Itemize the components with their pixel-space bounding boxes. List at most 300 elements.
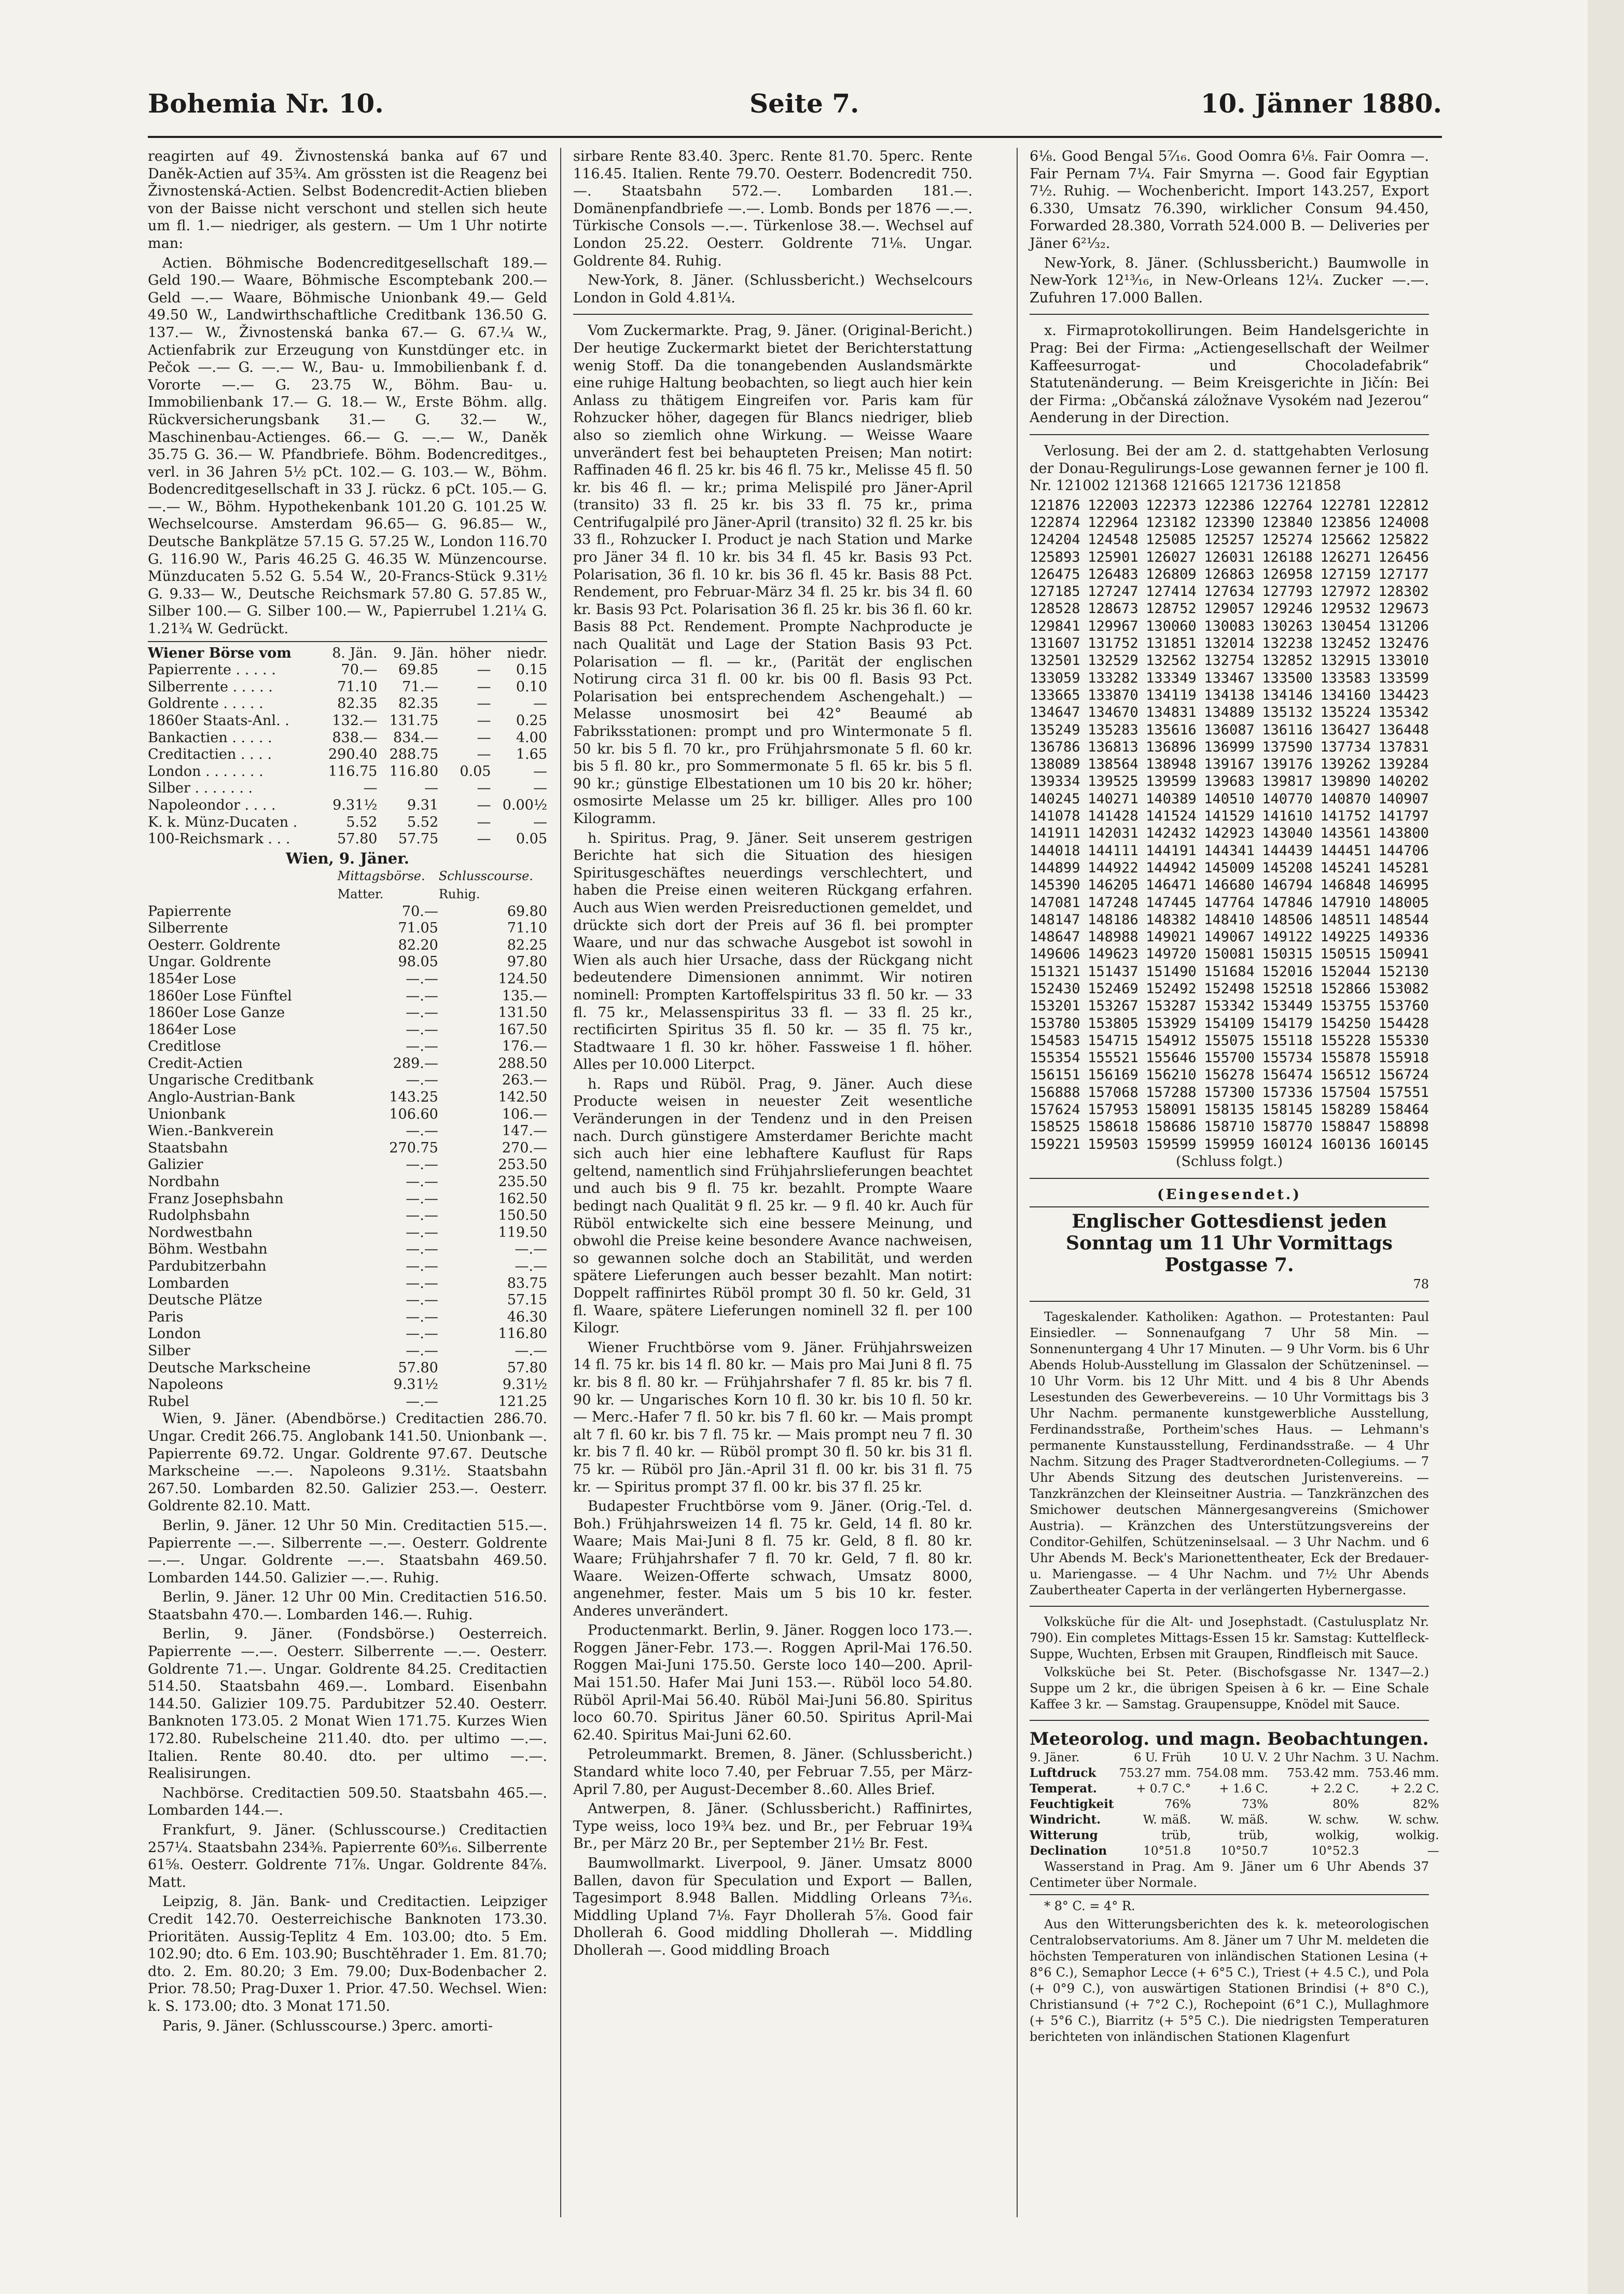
lottery-number: 146848 bbox=[1320, 877, 1371, 894]
lottery-number: 155700 bbox=[1204, 1050, 1255, 1066]
lottery-number: 126027 bbox=[1146, 549, 1197, 565]
text-block: Paris, 9. Jäner. (Schlusscourse.) 3perc. amorti- bbox=[162, 2018, 493, 2034]
lottery-number: 125893 bbox=[1030, 549, 1080, 565]
lottery-number: 146680 bbox=[1204, 877, 1255, 894]
column-header: Mittagsbörse. bbox=[337, 869, 425, 884]
column-header: Matter. bbox=[337, 886, 384, 901]
lottery-number: 155878 bbox=[1320, 1050, 1371, 1066]
lottery-number: 156474 bbox=[1262, 1067, 1313, 1083]
table-cell: 82.25 bbox=[507, 937, 547, 953]
table-cell: 1864er Lose bbox=[148, 1021, 237, 1038]
text-block: Berlin, 9. Jäner. 12 Uhr 50 Min. Creditactien 515.—. Papierrente —.—. Silberrente —.—. Oesterr. Goldrente —.—. Ungar. Goldrente —.—. Staatsbahn 469.50. Lombarden 144.50. Galizier —.—. Ruhig. bbox=[148, 1517, 547, 1586]
lottery-number: 141529 bbox=[1204, 808, 1255, 825]
text-block: Wien, 9. Jäner. (Abendbörse.) Creditactien 286.70. Ungar. Credit 266.75. Anglobank 141.50. Unionbank —. Papierrente 69.72. Ungar. Goldrente 97.67. Deutsche Markscheine —.—. Napoleons 9.31½. Staatsbahn 267.50. Lombarden 82.50. Galizier 253.—. Oesterr. Goldrente 82.10. Matt. bbox=[148, 1411, 547, 1514]
table-cell: 0.05 bbox=[460, 763, 491, 780]
lottery-number: 156888 bbox=[1030, 1084, 1080, 1101]
lottery-number: 122812 bbox=[1378, 497, 1429, 513]
table-cell: 46.30 bbox=[507, 1309, 547, 1325]
lottery-number: 132238 bbox=[1262, 635, 1313, 652]
table-cell: 0.10 bbox=[516, 678, 547, 695]
lottery-number: 149336 bbox=[1378, 929, 1429, 946]
text-block: Berlin, 9. Jäner. 12 Uhr 00 Min. Creditactien 516.50. Staatsbahn 470.—. Lombarden 146.—. Ruhig. bbox=[148, 1589, 547, 1623]
lottery-number: 126188 bbox=[1262, 549, 1313, 565]
lottery-row bbox=[1030, 497, 1429, 514]
lottery-number: 157504 bbox=[1320, 1084, 1371, 1101]
lottery-row bbox=[1030, 997, 1429, 1014]
lottery-number: 125662 bbox=[1320, 532, 1371, 548]
lottery-number: 142432 bbox=[1146, 825, 1197, 842]
table-row bbox=[148, 920, 547, 937]
lottery-number: 135132 bbox=[1262, 704, 1313, 721]
lottery-number: 127177 bbox=[1378, 566, 1429, 582]
lottery-number: 144111 bbox=[1088, 842, 1139, 859]
lottery-number: 146794 bbox=[1262, 877, 1313, 894]
lottery-number: 148382 bbox=[1146, 911, 1197, 928]
table-cell: 116.80 bbox=[389, 763, 439, 780]
table-cell: 290.40 bbox=[328, 746, 378, 763]
lottery-number: 151490 bbox=[1146, 963, 1197, 980]
lottery-number: 144899 bbox=[1030, 859, 1080, 876]
lottery-row bbox=[1030, 911, 1429, 928]
table-cell: 1860er Lose Ganze bbox=[148, 1005, 285, 1021]
text-block: sirbare Rente 83.40. 3perc. Rente 81.70. 5perc. Rente 116.45. Italien. Rente 79.70. Oesterr. Bodencredit 750.—. Staatsbahn 572.—. Lombarden 181.—. Domänenpfandbriefe —.—. Lomb. Bonds per 1876 —.—. Türkische Consols —.—. Türkenlose 38.—. Wechsel auf London 25.22. Oesterr. Goldrente 71⅛. Ungar. Goldrente 84. Ruhig. bbox=[573, 148, 973, 269]
lottery-number: 141524 bbox=[1146, 808, 1197, 825]
table-cell: 753.46 mm. bbox=[1367, 1766, 1439, 1780]
table-cell: 135.— bbox=[502, 988, 547, 1004]
lottery-number: 144191 bbox=[1146, 842, 1197, 859]
lottery-number: 131851 bbox=[1146, 635, 1197, 652]
lottery-number: 156169 bbox=[1088, 1067, 1139, 1083]
lottery-number: 147764 bbox=[1204, 894, 1255, 911]
divider bbox=[1030, 1606, 1429, 1607]
table-cell: — bbox=[477, 729, 491, 746]
lottery-number: 139262 bbox=[1320, 756, 1371, 773]
table-cell: 71.— bbox=[402, 678, 439, 695]
table-cell: Oesterr. Goldrente bbox=[148, 937, 281, 953]
lottery-number: 134423 bbox=[1378, 687, 1429, 703]
table-cell: 131.75 bbox=[389, 713, 439, 729]
table-cell: 70.— bbox=[401, 903, 438, 920]
lottery-number: 157288 bbox=[1146, 1084, 1197, 1101]
table-cell: 176.— bbox=[502, 1038, 547, 1055]
table-cell: Silber bbox=[148, 1342, 190, 1359]
lottery-number: 153267 bbox=[1088, 998, 1139, 1014]
lottery-row bbox=[1030, 790, 1429, 808]
table-cell: 9.31½ bbox=[502, 1377, 547, 1393]
table-cell: 167.50 bbox=[498, 1021, 547, 1038]
lottery-number: 123856 bbox=[1320, 514, 1371, 531]
divider bbox=[1030, 314, 1429, 315]
lottery-number: 145390 bbox=[1030, 877, 1080, 894]
lottery-number: 135224 bbox=[1320, 704, 1371, 721]
lottery-number: 147445 bbox=[1146, 894, 1197, 911]
divider bbox=[1030, 434, 1429, 435]
table-row bbox=[148, 730, 547, 747]
table-cell: —.— bbox=[406, 970, 438, 987]
lottery-row bbox=[1030, 859, 1429, 877]
lottery-number: 134647 bbox=[1030, 704, 1080, 721]
lottery-number: 154250 bbox=[1320, 1015, 1371, 1032]
lottery-number: 152016 bbox=[1262, 963, 1313, 980]
lottery-number: 140389 bbox=[1146, 790, 1197, 807]
lottery-row bbox=[1030, 773, 1429, 790]
column-1 bbox=[148, 148, 547, 2222]
lottery-number: 123182 bbox=[1146, 514, 1197, 531]
table-cell: Rubel bbox=[148, 1393, 189, 1410]
lottery-number: 147081 bbox=[1030, 894, 1080, 911]
table-row bbox=[148, 1275, 547, 1292]
lottery-number: 125822 bbox=[1378, 532, 1429, 548]
lottery-number: 128302 bbox=[1378, 583, 1429, 600]
table-row bbox=[1030, 1812, 1439, 1828]
page-header bbox=[148, 83, 1442, 130]
table-row bbox=[148, 1309, 547, 1326]
text-block: Wasserstand in Prag. Am 9. Jäner um 6 Uhr Abends 37 Centimeter über Normale. bbox=[1030, 1859, 1429, 1890]
table-header bbox=[1030, 1750, 1439, 1765]
column-header: Schlusscourse. bbox=[438, 869, 533, 884]
lottery-number: 143800 bbox=[1378, 825, 1429, 842]
table-cell: 121.25 bbox=[498, 1393, 547, 1410]
table-cell: — bbox=[477, 696, 491, 712]
lottery-number: 158686 bbox=[1146, 1119, 1197, 1135]
lottery-number: 136786 bbox=[1030, 739, 1080, 755]
table-cell: 263.— bbox=[502, 1072, 547, 1089]
table-cell: —.— bbox=[406, 1241, 438, 1258]
lottery-number: 140271 bbox=[1088, 790, 1139, 807]
table-row bbox=[148, 1157, 547, 1174]
table-cell: —.— bbox=[406, 1292, 438, 1309]
table-row bbox=[148, 1174, 547, 1191]
lottery-row bbox=[1030, 877, 1429, 894]
column-header: 6 U. Früh bbox=[1133, 1750, 1191, 1764]
lottery-number: 137590 bbox=[1262, 739, 1313, 755]
lottery-row bbox=[1030, 980, 1429, 997]
table-cell: —.— bbox=[406, 1005, 438, 1021]
lottery-number: 134119 bbox=[1146, 687, 1197, 703]
table-cell: London . . . . . . . bbox=[148, 763, 263, 780]
text-block: Tageskalender. Katholiken: Agathon. — Protestanten: Paul Einsiedler. — Sonnenaufgang 7 Uhr 58 Min. — Sonnenuntergang 4 Uhr 17 Minuten. — 9 Uhr Vorm. bis 6 Uhr Abends Holub-Ausstellung im Glassalon der Schützeninsel. — 10 Uhr Vorm. bis 12 Uhr Mitt. und 4 bis 8 Uhr Abends Lesestunden des Gewerbevereins. — 10 Uhr Vormittags bis 3 Uhr Nachm. permanente kunstgewerbliche Ausstellung, Ferdinandsstraße, Portheim'sches Haus. — Lehmann's permanente Kunstausstellung, Ferdinandsstraße. — 4 Uhr Nachm. Sitzung des Prager Stadtverordneten-Collegiums. — 7 Uhr Abends Sitzung des deutschen Juristenvereins. — Tanzkränzchen der Kleinseitner Austria. — Tanzkränzchen des Smichower deutschen Männergesangvereins (Smichower Austria). — Kränzchen des Unterstützungsvereins der Conditor-Gehilfen, Schützeninselsaal. — 3 Uhr Nachm. und 6 Uhr Abends M. Beck's Marionettentheater, Eck der Bredauer- u. Mariengasse. — 4 Uhr Nachm. und 7½ Uhr Abends Zaubertheater Caperta in der verlängerten Hybernergasse. bbox=[1030, 1309, 1429, 1597]
lottery-number: 156210 bbox=[1146, 1067, 1197, 1083]
lottery-number: 123390 bbox=[1204, 514, 1255, 531]
table-row bbox=[148, 937, 547, 954]
table-row bbox=[148, 1089, 547, 1106]
table-cell: — bbox=[477, 814, 491, 830]
table-cell: Goldrente . . . . . bbox=[148, 696, 263, 712]
table-cell: Galizier bbox=[148, 1157, 203, 1173]
table-cell: 57.80 bbox=[398, 1359, 438, 1376]
text-block: Wiener Fruchtbörse vom 9. Jäner. Frühjahrsweizen 14 fl. 75 kr. bis 14 fl. 80 kr. — Mais pro Mai Juni 8 fl. 75 kr. bis 8 fl. 80 kr. — Frühjahrshafer 7 fl. 85 kr. bis 7 fl. 90 kr. — Ungarisches Korn 10 fl. 30 kr. bis 10 fl. 50 kr. — Merc.-Hafer 7 fl. 50 kr. bis 7 fl. 60 kr. — Mais prompt alt 7 fl. 60 kr. bis 7 fl. 75 kr. — Mais prompt neu 7 fl. 30 kr. bis 7 fl. 40 kr. — Rüböl prompt 30 fl. 50 kr. bis 31 fl. 75 kr. — Rüböl pro Jän.-April 31 fl. 00 kr. bis 31 fl. 75 kr. — Spiritus prompt 37 fl. 00 kr. bis 37 fl. 25 kr. bbox=[573, 1339, 973, 1495]
lottery-number: 136427 bbox=[1320, 721, 1371, 738]
lottery-number: 132852 bbox=[1262, 652, 1313, 669]
lottery-number: 136999 bbox=[1204, 739, 1255, 755]
lottery-number: 139890 bbox=[1320, 773, 1371, 790]
lottery-number: 122764 bbox=[1262, 497, 1313, 513]
table-row bbox=[1030, 1797, 1439, 1812]
lottery-number: 156724 bbox=[1378, 1067, 1429, 1083]
table-cell: Pardubitzerbahn bbox=[148, 1258, 267, 1274]
lottery-row bbox=[1030, 808, 1429, 825]
table-cell: Windricht. bbox=[1030, 1812, 1101, 1827]
lottery-number: 155228 bbox=[1320, 1032, 1371, 1049]
header-page-number: Seite 7. bbox=[749, 88, 859, 119]
lottery-row bbox=[1030, 600, 1429, 617]
lottery-number: 150081 bbox=[1204, 946, 1255, 963]
lottery-number: 124008 bbox=[1378, 514, 1429, 531]
table-cell: 162.50 bbox=[498, 1190, 547, 1207]
lottery-number: 154583 bbox=[1030, 1032, 1080, 1049]
lottery-number: 129246 bbox=[1262, 601, 1313, 617]
table-cell: — bbox=[477, 678, 491, 695]
table-cell: 82.35 bbox=[337, 696, 378, 712]
lottery-number: 148511 bbox=[1320, 911, 1371, 928]
table-cell: 150.50 bbox=[498, 1207, 547, 1224]
lottery-number: 139167 bbox=[1204, 756, 1255, 773]
header-title: Bohemia Nr. 10. bbox=[148, 88, 384, 119]
table-cell: 142.50 bbox=[498, 1089, 547, 1106]
table-cell: Credit-Actien bbox=[148, 1055, 243, 1072]
lottery-number: 140770 bbox=[1262, 790, 1313, 807]
table-cell: 270.— bbox=[502, 1139, 547, 1156]
lottery-number: 139599 bbox=[1146, 773, 1197, 790]
lottery-number: 134889 bbox=[1204, 704, 1255, 721]
table-row bbox=[148, 1326, 547, 1343]
lottery-number: 132452 bbox=[1320, 635, 1371, 652]
table-cell: 71.05 bbox=[398, 920, 438, 937]
lottery-number: 140245 bbox=[1030, 790, 1080, 807]
lottery-number: 130083 bbox=[1204, 618, 1255, 634]
lottery-number: 127247 bbox=[1088, 583, 1139, 600]
table-cell: 82.35 bbox=[398, 696, 439, 712]
text-block: Verlosung. Bei der am 2. d. stattgehabten Verlosung der Donau-Regulirungs-Lose gewannen ferner je 100 fl. Nr. 121002 121368 121665 121736 121858 bbox=[1030, 442, 1429, 494]
text-block: Petroleummarkt. Bremen, 8. Jäner. (Schlussbericht.) Standard white loco 7.40, per Februar 7.55, per März-April 7.80, per August-December 8..60. Alles Brief. bbox=[573, 1746, 973, 1798]
lottery-number: 156151 bbox=[1030, 1067, 1080, 1083]
table-row bbox=[148, 1394, 547, 1411]
table-cell: — bbox=[1427, 1844, 1439, 1858]
table-cell: 5.52 bbox=[407, 814, 439, 830]
lottery-number: 150941 bbox=[1378, 946, 1429, 963]
table-cell: Nordbahn bbox=[148, 1174, 220, 1190]
lottery-number: 127414 bbox=[1146, 583, 1197, 600]
table-row bbox=[148, 971, 547, 988]
lottery-number: 148506 bbox=[1262, 911, 1313, 928]
lottery-number: 158770 bbox=[1262, 1119, 1313, 1135]
lottery-number: 133467 bbox=[1204, 670, 1255, 686]
column-header: 9. Jän. bbox=[393, 645, 439, 661]
lottery-number: 147910 bbox=[1320, 894, 1371, 911]
lottery-row bbox=[1030, 928, 1429, 946]
table-row bbox=[148, 662, 547, 679]
table-cell: 124.50 bbox=[498, 970, 547, 987]
table-cell: Wien.-Bankverein bbox=[148, 1123, 274, 1139]
text-block: Volksküche für die Alt- und Josephstadt. (Castulusplatz Nr. 790). Ein completes Mittags-Essen 15 kr. Samstag: Kuttelfleck-Suppe, Wuchten, Erbsen mit Graupen, Rindfleisch mit Sauce. bbox=[1030, 1614, 1429, 1661]
lottery-number: 127185 bbox=[1030, 583, 1080, 600]
table-cell: 100-Reichsmark . . . bbox=[148, 831, 290, 847]
column-header: 8. Jän. bbox=[332, 645, 378, 661]
lottery-number: 135249 bbox=[1030, 721, 1080, 738]
table-row bbox=[148, 1207, 547, 1225]
table-row bbox=[148, 1123, 547, 1140]
lottery-number: 129841 bbox=[1030, 618, 1080, 634]
table-cell: 143.25 bbox=[389, 1089, 438, 1106]
lottery-row bbox=[1030, 756, 1429, 773]
table-cell: 106.60 bbox=[389, 1106, 438, 1122]
table-cell: Anglo-Austrian-Bank bbox=[148, 1089, 295, 1106]
lottery-number: 155521 bbox=[1088, 1050, 1139, 1066]
lottery-number: 153342 bbox=[1204, 998, 1255, 1014]
lottery-number: 143561 bbox=[1320, 825, 1371, 842]
lottery-number: 148005 bbox=[1378, 894, 1429, 911]
table-cell: 69.80 bbox=[507, 903, 547, 920]
table-cell: Deutsche Plätze bbox=[148, 1292, 262, 1309]
lottery-number: 122386 bbox=[1204, 497, 1255, 513]
lottery-row bbox=[1030, 825, 1429, 842]
table-cell: 838.— bbox=[332, 729, 378, 746]
table-cell: —.— bbox=[406, 1021, 438, 1038]
lottery-number: 153755 bbox=[1320, 998, 1371, 1014]
text-block: Productenmarkt. Berlin, 9. Jäner. Roggen loco 173.—. Roggen Jäner-Febr. 173.—. Roggen April-Mai 176.50. Roggen Mai-Juni 175.50. Gerste loco 140—200. April-Mai 151.50. Hafer Mai Juni 153.—. Rüböl loco 54.80. Rüböl April-Mai 56.40. Rüböl Mai-Juni 56.80. Spiritus loco 60.70. Spiritus Jäner 60.50. Spiritus April-Mai 62.40. Spiritus Mai-Juni 62.60. bbox=[573, 1622, 973, 1743]
table-cell: trüb, bbox=[1161, 1828, 1191, 1842]
lottery-number: 126271 bbox=[1320, 549, 1371, 565]
table-cell: —.— bbox=[406, 1224, 438, 1241]
lottery-number: 136813 bbox=[1088, 739, 1139, 755]
wien-title: Wien, 9. Jäner. bbox=[286, 849, 409, 867]
lottery-number: 157551 bbox=[1378, 1084, 1429, 1101]
lottery-row bbox=[1030, 704, 1429, 721]
lottery-number: 146995 bbox=[1378, 877, 1429, 894]
table-cell: 0.25 bbox=[516, 713, 547, 729]
lottery-number: 149225 bbox=[1320, 929, 1371, 946]
column-2 bbox=[573, 148, 973, 2222]
lottery-number: 158464 bbox=[1378, 1102, 1429, 1118]
lottery-number: 150515 bbox=[1320, 946, 1371, 963]
lottery-number: 157624 bbox=[1030, 1102, 1080, 1118]
table-cell: Witterung bbox=[1030, 1828, 1098, 1842]
lottery-number: 153449 bbox=[1262, 998, 1313, 1014]
lottery-number: 152866 bbox=[1320, 981, 1371, 997]
table-cell: 57.80 bbox=[337, 831, 378, 847]
table-row bbox=[148, 1072, 547, 1089]
lottery-number: 149067 bbox=[1204, 929, 1255, 946]
lottery-number: 142031 bbox=[1088, 825, 1139, 842]
lottery-row bbox=[1030, 721, 1429, 739]
lottery-number: 127793 bbox=[1262, 583, 1313, 600]
table-cell: + 0.7 C.° bbox=[1136, 1782, 1191, 1796]
lottery-number: 160136 bbox=[1320, 1136, 1371, 1152]
lottery-number: 153929 bbox=[1146, 1015, 1197, 1032]
lottery-number: 130454 bbox=[1320, 618, 1371, 634]
lottery-number: 133500 bbox=[1262, 670, 1313, 686]
lottery-number: 153805 bbox=[1088, 1015, 1139, 1032]
lottery-number: 123840 bbox=[1262, 514, 1313, 531]
table-cell: —.— bbox=[406, 1123, 438, 1139]
table-row bbox=[148, 1241, 547, 1258]
lottery-number: 160124 bbox=[1262, 1136, 1313, 1152]
column-header: 2 Uhr Nachm. bbox=[1273, 1750, 1359, 1764]
table-row bbox=[148, 831, 547, 848]
table-row bbox=[1030, 1843, 1439, 1859]
lottery-number: 126863 bbox=[1204, 566, 1255, 582]
column-divider-1 bbox=[560, 148, 561, 2217]
table-cell: —.— bbox=[406, 1275, 438, 1291]
table-row bbox=[148, 679, 547, 696]
divider bbox=[1030, 1206, 1429, 1207]
lottery-number: 131206 bbox=[1378, 618, 1429, 634]
table-cell: — bbox=[477, 662, 491, 678]
lottery-number: 152469 bbox=[1088, 981, 1139, 997]
table-cell: —.— bbox=[406, 1258, 438, 1274]
lottery-number: 144706 bbox=[1378, 842, 1429, 859]
text-block: * 8° C. = 4° R. bbox=[1044, 1898, 1135, 1913]
table-cell: 4.00 bbox=[516, 729, 547, 746]
table-cell: W. schw. bbox=[1308, 1813, 1359, 1827]
lottery-number: 147248 bbox=[1088, 894, 1139, 911]
lottery-number: 154109 bbox=[1204, 1015, 1255, 1032]
lottery-number: 141078 bbox=[1030, 808, 1080, 825]
lottery-number: 153082 bbox=[1378, 981, 1429, 997]
table-cell: K. k. Münz-Ducaten . bbox=[148, 814, 298, 830]
table-cell: 116.75 bbox=[328, 763, 378, 780]
table-row bbox=[148, 1377, 547, 1394]
lottery-number: 149021 bbox=[1146, 929, 1197, 946]
table-row bbox=[148, 1055, 547, 1073]
lottery-number: 124204 bbox=[1030, 532, 1080, 548]
lottery-row bbox=[1030, 652, 1429, 669]
lottery-number: 132562 bbox=[1146, 652, 1197, 669]
lottery-number: 155354 bbox=[1030, 1050, 1080, 1066]
lottery-number: 151321 bbox=[1030, 963, 1080, 980]
lottery-number: 134831 bbox=[1146, 704, 1197, 721]
lottery-number: 133282 bbox=[1088, 670, 1139, 686]
table-cell: Feuchtigkeit bbox=[1030, 1797, 1114, 1811]
text-block: Nachbörse. Creditactien 509.50. Staatsbahn 465.—. Lombarden 144.—. bbox=[148, 1785, 547, 1819]
lottery-number: 134138 bbox=[1204, 687, 1255, 703]
table-cell: 0.15 bbox=[516, 662, 547, 678]
lottery-row bbox=[1030, 1066, 1429, 1083]
lottery-number: 145281 bbox=[1378, 859, 1429, 876]
lottery-number: 126483 bbox=[1088, 566, 1139, 582]
table-cell: 288.50 bbox=[498, 1055, 547, 1072]
table-body bbox=[148, 662, 547, 848]
lottery-number: 121876 bbox=[1030, 497, 1080, 513]
table-cell: 5.52 bbox=[346, 814, 378, 830]
table-cell: W. mäß. bbox=[1143, 1813, 1191, 1827]
table-cell: 0.05 bbox=[516, 831, 547, 847]
table-cell: — bbox=[533, 814, 547, 830]
table-cell: 82.20 bbox=[398, 937, 438, 953]
lottery-number: 155330 bbox=[1378, 1032, 1429, 1049]
lottery-number: 137734 bbox=[1320, 739, 1371, 755]
lottery-row bbox=[1030, 1049, 1429, 1066]
divider bbox=[1030, 1720, 1429, 1721]
table-cell: 116.80 bbox=[498, 1326, 547, 1342]
table-cell: —.— bbox=[406, 1174, 438, 1190]
lottery-number: 126456 bbox=[1378, 549, 1429, 565]
lottery-number: 153287 bbox=[1146, 998, 1197, 1014]
table-row bbox=[148, 1022, 547, 1039]
table-cell: — bbox=[363, 780, 378, 797]
lottery-number: 152430 bbox=[1030, 981, 1080, 997]
table-cell: 9.31½ bbox=[393, 1377, 438, 1393]
table-row bbox=[148, 1225, 547, 1242]
table-cell: 288.75 bbox=[389, 746, 439, 763]
text-block: reagirten auf 49. Živnostenská banka auf 67 und Daněk-Actien auf 35¾. Am grössten ist die Reagenz bei Živnostenská-Actien. Selbst Bodencredit-Actien blieben von der Baisse nicht verschont und stellen sich heute um fl. 1.— niedriger, als gestern. — Um 1 Uhr notirte man: bbox=[148, 148, 547, 252]
page-edge bbox=[1588, 0, 1624, 2294]
lottery-number: 159503 bbox=[1088, 1136, 1139, 1152]
lottery-number: 126809 bbox=[1146, 566, 1197, 582]
text-block: x. Firmaprotokollirungen. Beim Handelsgerichte in Prag: Bei der Firma: „Actiengesellschaft der Weilmer Kaffeesurrogat- und Chocoladefabrik“ Statutenänderung. — Beim Kreisgerichte in Jičín: Bei der Firma: „Občanská záložnave Vysokém nad Jezerou“ Aenderung in der Direction. bbox=[1030, 323, 1429, 426]
lottery-number: 158710 bbox=[1204, 1119, 1255, 1135]
table-cell: —.— bbox=[406, 1038, 438, 1055]
